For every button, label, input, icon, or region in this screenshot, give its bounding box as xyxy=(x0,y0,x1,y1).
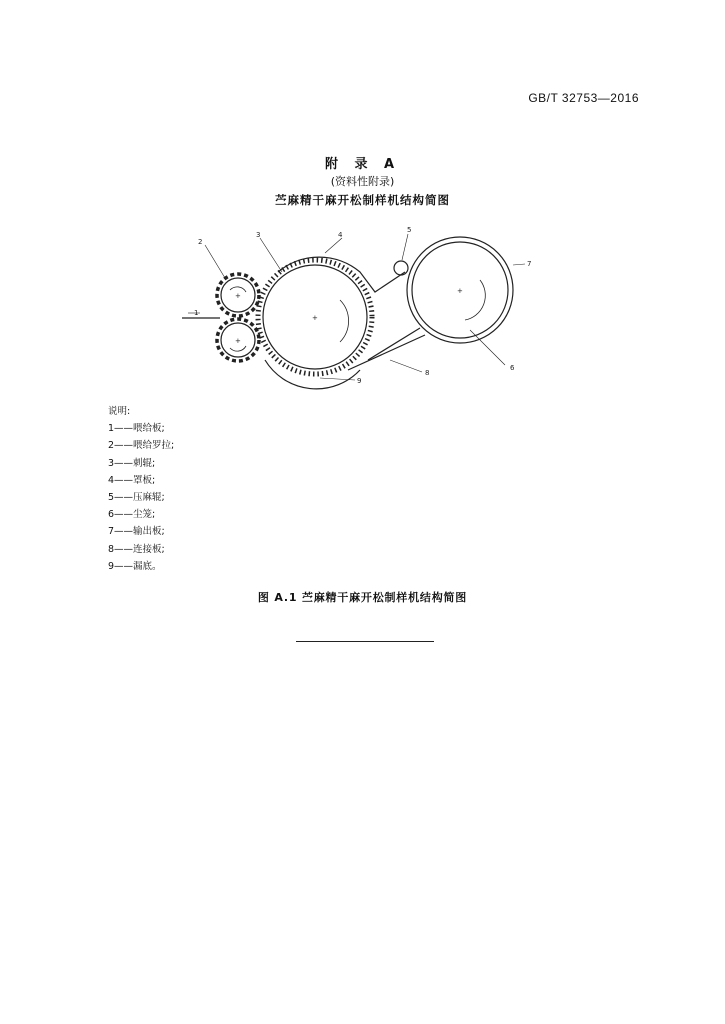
legend xyxy=(108,403,174,575)
legend-item: 4——罩板; xyxy=(108,474,156,486)
callout-5: 5 xyxy=(407,226,412,234)
legend-title: 说明: xyxy=(108,406,131,417)
legend-item: 9——漏底。 xyxy=(108,560,162,572)
callout-8: 8 xyxy=(425,369,430,377)
press-roller xyxy=(394,261,408,275)
appendix-heading: 苎麻精干麻开松制样机结构简图 xyxy=(275,193,450,207)
appendix-title: 附 录 A xyxy=(324,157,401,172)
licker-in xyxy=(258,260,372,374)
figure-caption: 图 A.1 苎麻精干麻开松制样机结构简图 xyxy=(257,591,468,604)
legend-item: 6——尘笼; xyxy=(108,509,156,521)
svg-text:+: + xyxy=(235,292,241,300)
svg-text:+: + xyxy=(235,337,241,345)
callout-3: 3 xyxy=(256,231,261,239)
callout-7: 7 xyxy=(527,260,532,268)
callout-4: 4 xyxy=(338,231,343,239)
machine-structure-diagram xyxy=(170,220,550,395)
connecting-plate-lower xyxy=(348,335,425,370)
legend-item: 2——喂给罗拉; xyxy=(108,440,175,452)
callout-9: 9 xyxy=(357,377,362,385)
callout-1: 1 xyxy=(194,309,199,317)
standard-code: GB/T 32753—2016 xyxy=(528,91,639,105)
cover-plate xyxy=(278,257,405,292)
end-rule xyxy=(296,641,434,642)
dust-cage xyxy=(407,237,513,343)
callout-2: 2 xyxy=(198,238,203,246)
feed-roller-upper xyxy=(217,274,259,316)
svg-text:+: + xyxy=(312,314,318,322)
legend-item: 7——输出板; xyxy=(108,526,165,538)
callout-6: 6 xyxy=(510,364,515,372)
appendix-subtitle: (资料性附录) xyxy=(330,175,395,188)
svg-text:+: + xyxy=(457,287,463,295)
connecting-plate xyxy=(368,328,420,360)
feed-roller-lower xyxy=(217,319,259,361)
legend-item: 3——刺辊; xyxy=(108,457,156,469)
legend-item: 8——连接板; xyxy=(108,543,165,555)
legend-item: 5——压麻辊; xyxy=(108,492,165,504)
legend-item: 1——喂给板; xyxy=(108,423,165,435)
